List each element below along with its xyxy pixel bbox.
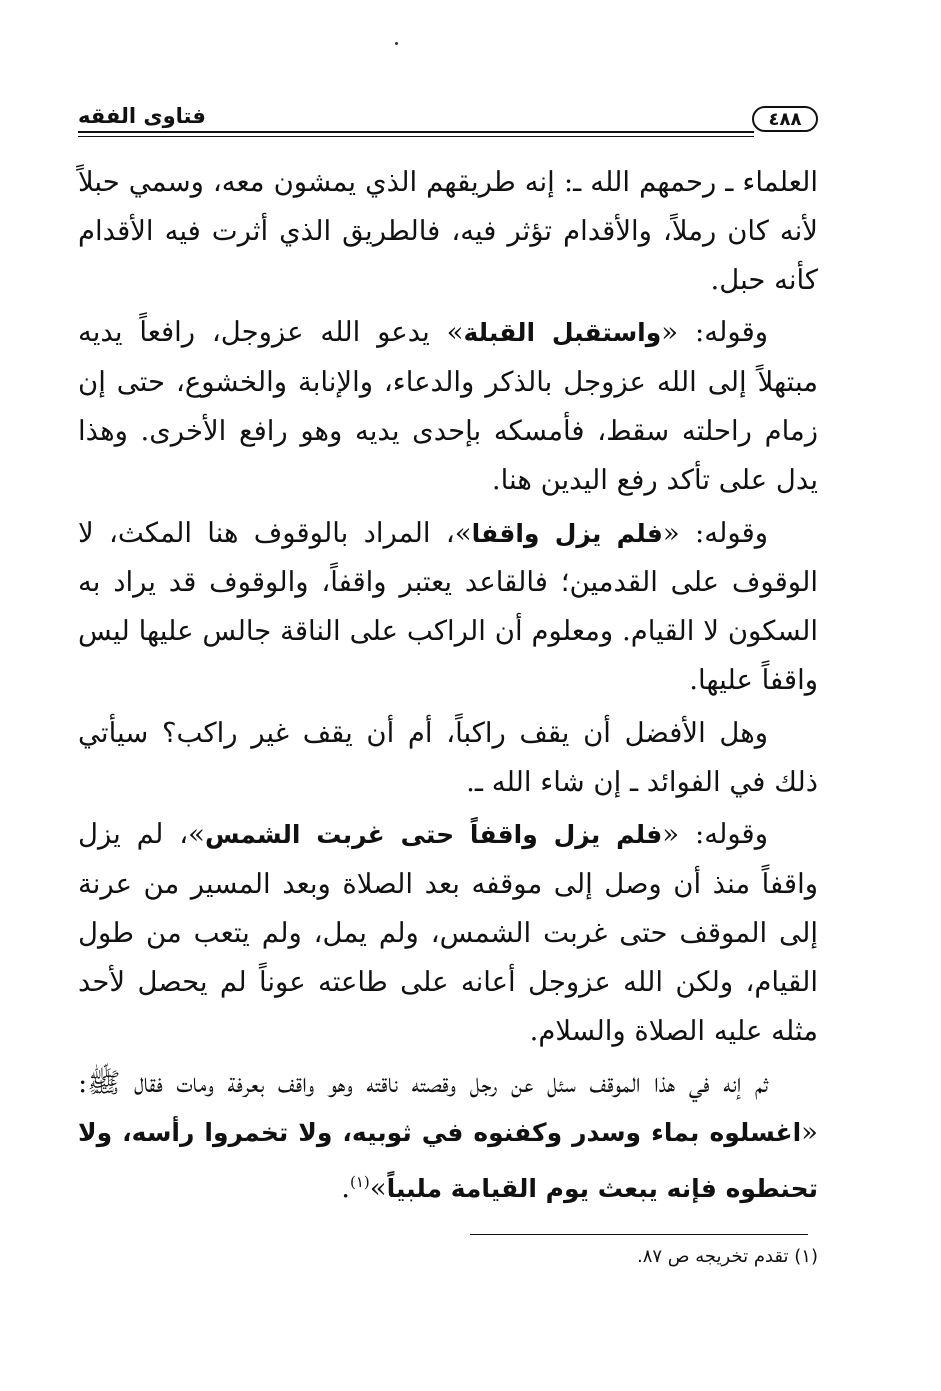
hadith-quote: اغسلوه بماء وسدر وكفنوه في ثوبيه، ولا تخمروا رأسه، ولا تحنطوه فإنه يبعث يوم القيامة ملبياً [78,1118,818,1204]
quoted-phrase: فلم يزل واقفاً حتى غربت الشمس [204,820,663,850]
paragraph-1: العلماء ـ رحمهم الله ـ: إنه طريقهم الذي يمشون معه، وسمي حبلاً لأنه كان رملاً، والأقدام تؤثر فيه، فالطريق الذي أثرت فيه الأقدام كأنه حبل. [78,166,818,296]
scan-speck [395,42,398,45]
footnote-reference: (١) [349,1172,370,1191]
quoted-phrase: فلم يزل واقفا [471,518,663,548]
quoted-phrase: واستقبل القبلة [463,318,662,348]
footnote-marker: (١) [794,1246,818,1267]
paragraph-5: وقوله: «فلم يزل واقفاً حتى غربت الشمس»، لم يزل واقفاً منذ أن وصل إلى موقفه بعد الصلاة وبعد المسير من عرنة إلى الموقف حتى غربت الشمس، ولم يمل، ولم يتعب من طول القيام، ولكن الله عزوجل أعانه على طاعته عوناً لم يحصل لأحد مثله عليه الصلاة والسلام. [78,818,818,1047]
book-title: فتاوى الفقه [78,104,206,128]
footnote [400,1246,818,1267]
paragraph-2: وقوله: «واستقبل القبلة» يدعو الله عزوجل، رافعاً يديه مبتهلاً إلى الله عزوجل بالذكر والدعاء، والإنابة والخشوع، حتى إن زمام راحلته سقط، فأمسكه بإحدى يديه وهو رافع الأخرى. وهذا يدل على تأكد رفع اليدين هنا. [78,316,818,496]
paragraph-6: ثم إنه في هذا الموقف سئل عن رجل وقصته ناقته وهو واقف بعرفة ومات فقال ﷺ: «اغسلوه بماء وسدر وكفنوه في ثوبيه، ولا تخمروا رأسه، ولا تحنطوه فإنه يبعث يوم القيامة ملبياً»$^{(١)}$. [78,1067,818,1205]
paragraph-3: وقوله: «فلم يزل واقفا»، المراد بالوقوف هنا المكث، لا الوقوف على القدمين؛ فالقاعد يعتبر واقفاً، والوقوف قد يراد به السكون لا القيام. ومعلوم أن الراكب على الناقة جالس عليها ليس واقفاً عليها. [78,516,818,696]
header-rule [78,131,754,133]
page-number: ٤٨٨ [752,106,818,132]
footnote-rule [470,1234,808,1235]
header-rule-thin [78,136,754,137]
paragraph-4: وهل الأفضل أن يقف راكباً، أم أن يقف غير راكب؟ سيأتي ذلك في الفوائد ـ إن شاء الله ـ. [78,716,818,798]
page-header [78,104,818,144]
page-body [78,158,818,1218]
footnote-text: تقدم تخريجه ص ٨٧. [636,1246,789,1267]
